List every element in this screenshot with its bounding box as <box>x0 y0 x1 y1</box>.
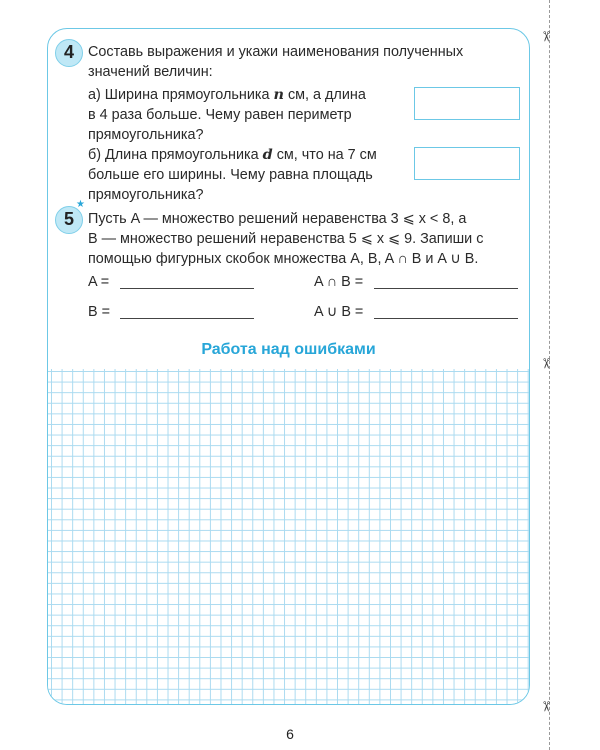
label-set-a: A = <box>88 274 110 290</box>
grid-paper-area[interactable] <box>48 369 529 705</box>
scissors-icon: ✂ <box>538 357 555 370</box>
label-set-b: B = <box>88 304 111 320</box>
star-icon: ★ <box>76 199 85 210</box>
label-union: A ∪ B = <box>314 304 364 320</box>
task-4-intro: Составь выражения и укажи наименования полученных значений величин: <box>88 44 464 80</box>
task-5-badge: 5 <box>55 206 83 234</box>
scissors-icon: ✂ <box>538 700 555 713</box>
label-intersection: A ∩ B = <box>314 274 364 290</box>
cut-line <box>549 0 550 750</box>
task-4b-text: б) Длина прямоугольника d см, что на 7 см больше его ширины. Чему равна площадь прямоугольника? <box>88 146 377 203</box>
answer-line-union[interactable] <box>374 318 518 319</box>
page-number: 6 <box>286 726 294 742</box>
answer-line-a[interactable] <box>120 288 254 289</box>
scissors-icon: ✂ <box>538 30 555 43</box>
task-5-text: Пусть A — множество решений неравенства 3 ⩽ x < 8, а B — множество решений неравенства 5 ⩽ x ⩽ 9. Запиши с помощью фигурных скобок множества A, B, A ∩ B и A ∪ B. <box>88 211 484 267</box>
worksheet-frame <box>47 28 530 705</box>
answer-line-b[interactable] <box>120 318 254 319</box>
task-4a-answer-box[interactable] <box>414 87 520 120</box>
task-4-badge: 4 <box>55 39 83 67</box>
task-4a-text: а) Ширина прямоугольника n см, а длина в 4 раза больше. Чему равен периметр прямоугольника? <box>88 86 366 143</box>
answer-line-intersection[interactable] <box>374 288 518 289</box>
task-4b-answer-box[interactable] <box>414 147 520 180</box>
section-heading: Работа над ошибками <box>201 341 376 358</box>
